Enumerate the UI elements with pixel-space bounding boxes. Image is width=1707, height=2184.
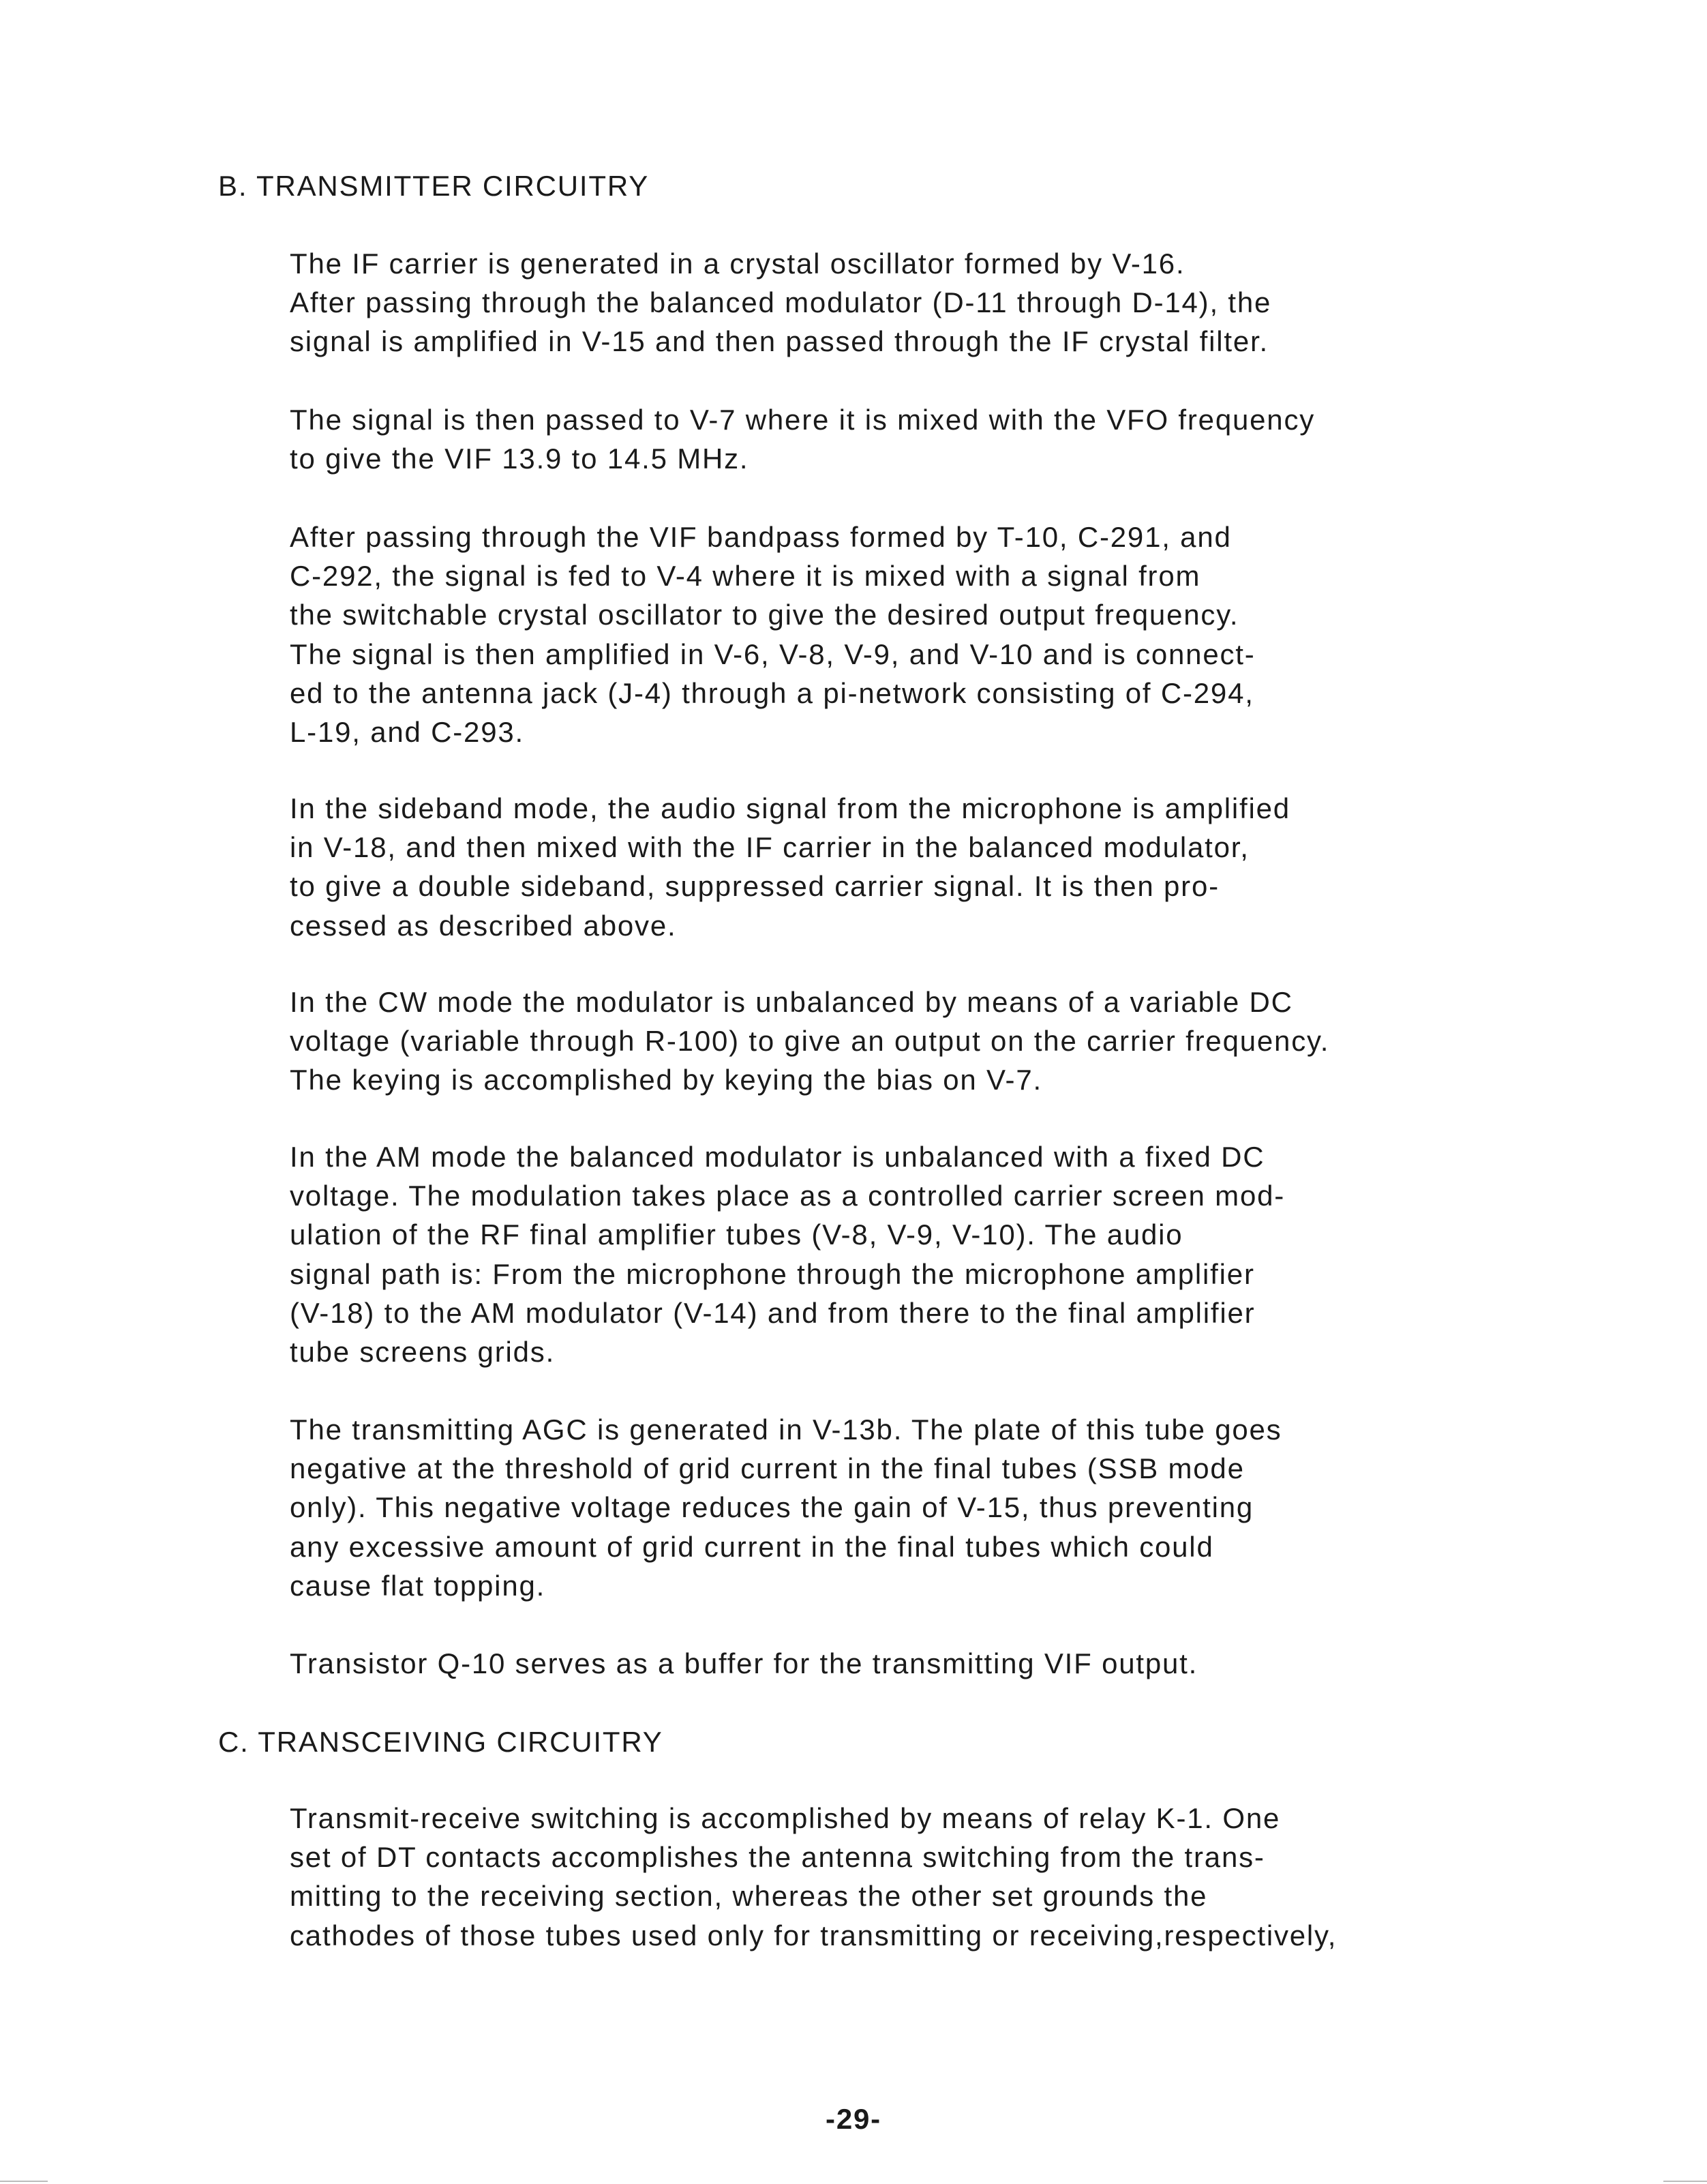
text-line: cause flat topping. xyxy=(290,1569,546,1602)
paragraph-transmitting-agc xyxy=(290,1410,1282,1605)
text-line: negative at the threshold of grid current in the final tubes (SSB mode xyxy=(290,1452,1245,1485)
text-line: voltage. The modulation takes place as a controlled carrier screen mod- xyxy=(290,1180,1286,1212)
text-line: tube screens grids. xyxy=(290,1336,556,1368)
text-line: voltage (variable through R-100) to give an output on the carrier frequency. xyxy=(290,1025,1330,1058)
text-line: ed to the antenna jack (J-4) through a pi-network consisting of C-294, xyxy=(290,676,1254,709)
text-line: to give a double sideband, suppressed carrier signal. It is then pro- xyxy=(290,870,1220,903)
text-line: any excessive amount of grid current in the final tubes which could xyxy=(290,1530,1214,1563)
paragraph-vif-bandpass xyxy=(290,518,1256,751)
text-line: to give the VIF 13.9 to 14.5 MHz. xyxy=(290,443,749,475)
paragraph-am-mode xyxy=(290,1137,1285,1371)
paragraph-vfo-mixing xyxy=(290,400,1315,478)
text-line: ulation of the RF final amplifier tubes (V-8, V-9, V-10). The audio xyxy=(290,1218,1183,1251)
text-line: Transmit-receive switching is accomplished by means of relay K-1. One xyxy=(290,1802,1281,1834)
paragraph-transistor-q10 xyxy=(290,1644,1198,1683)
text-line: set of DT contacts accomplishes the antenna switching from the trans- xyxy=(290,1841,1265,1874)
text-line: L-19, and C-293. xyxy=(290,716,525,749)
text-line: After passing through the VIF bandpass formed by T-10, C-291, and xyxy=(290,521,1232,553)
text-line: After passing through the balanced modulator (D-11 through D-14), the xyxy=(290,286,1272,319)
paragraph-cw-mode xyxy=(290,983,1329,1100)
text-line: signal path is: From the microphone through the microphone amplifier xyxy=(290,1257,1255,1290)
text-line: The IF carrier is generated in a crystal oscillator formed by V-16. xyxy=(290,248,1185,280)
text-line: The signal is then amplified in V-6, V-8, V-9, and V-10 and is connect- xyxy=(290,638,1256,670)
text-line: The keying is accomplished by keying the bias on V-7. xyxy=(290,1064,1042,1096)
text-line: Transistor Q-10 serves as a buffer for the transmitting VIF output. xyxy=(290,1647,1198,1679)
paragraph-transmit-receive-switching xyxy=(290,1799,1337,1955)
text-line: signal is amplified in V-15 and then passed through the IF crystal filter. xyxy=(290,325,1269,358)
text-line: in V-18, and then mixed with the IF carrier in the balanced modulator, xyxy=(290,831,1250,864)
page-number: -29- xyxy=(826,2103,881,2135)
scan-edge-mark-right xyxy=(1663,2181,1707,2182)
text-line: C-292, the signal is fed to V-4 where it is mixed with a signal from xyxy=(290,560,1201,593)
scan-edge-mark-left xyxy=(0,2181,48,2182)
text-line: the switchable crystal oscillator to give the desired output frequency. xyxy=(290,599,1239,631)
text-line: The transmitting AGC is generated in V-13b. The plate of this tube goes xyxy=(290,1413,1282,1446)
text-line: cathodes of those tubes used only for transmitting or receiving,respectively, xyxy=(290,1919,1338,1951)
text-line: (V-18) to the AM modulator (V-14) and from there to the final amplifier xyxy=(290,1296,1256,1329)
paragraph-sideband-mode xyxy=(290,789,1290,945)
text-line: In the CW mode the modulator is unbalanced by means of a variable DC xyxy=(290,986,1293,1018)
text-line: In the AM mode the balanced modulator is unbalanced with a fixed DC xyxy=(290,1141,1265,1173)
paragraph-if-carrier xyxy=(290,244,1271,361)
section-heading-b: B. TRANSMITTER CIRCUITRY xyxy=(218,170,650,202)
text-line: mitting to the receiving section, whereas the other set grounds the xyxy=(290,1880,1208,1913)
text-line: In the sideband mode, the audio signal from the microphone is amplified xyxy=(290,792,1290,824)
text-line: only). This negative voltage reduces the gain of V-15, thus preventing xyxy=(290,1491,1254,1524)
text-line: cessed as described above. xyxy=(290,909,677,942)
text-line: The signal is then passed to V-7 where it is mixed with the VFO frequency xyxy=(290,404,1316,436)
section-heading-c: C. TRANSCEIVING CIRCUITRY xyxy=(218,1726,663,1758)
